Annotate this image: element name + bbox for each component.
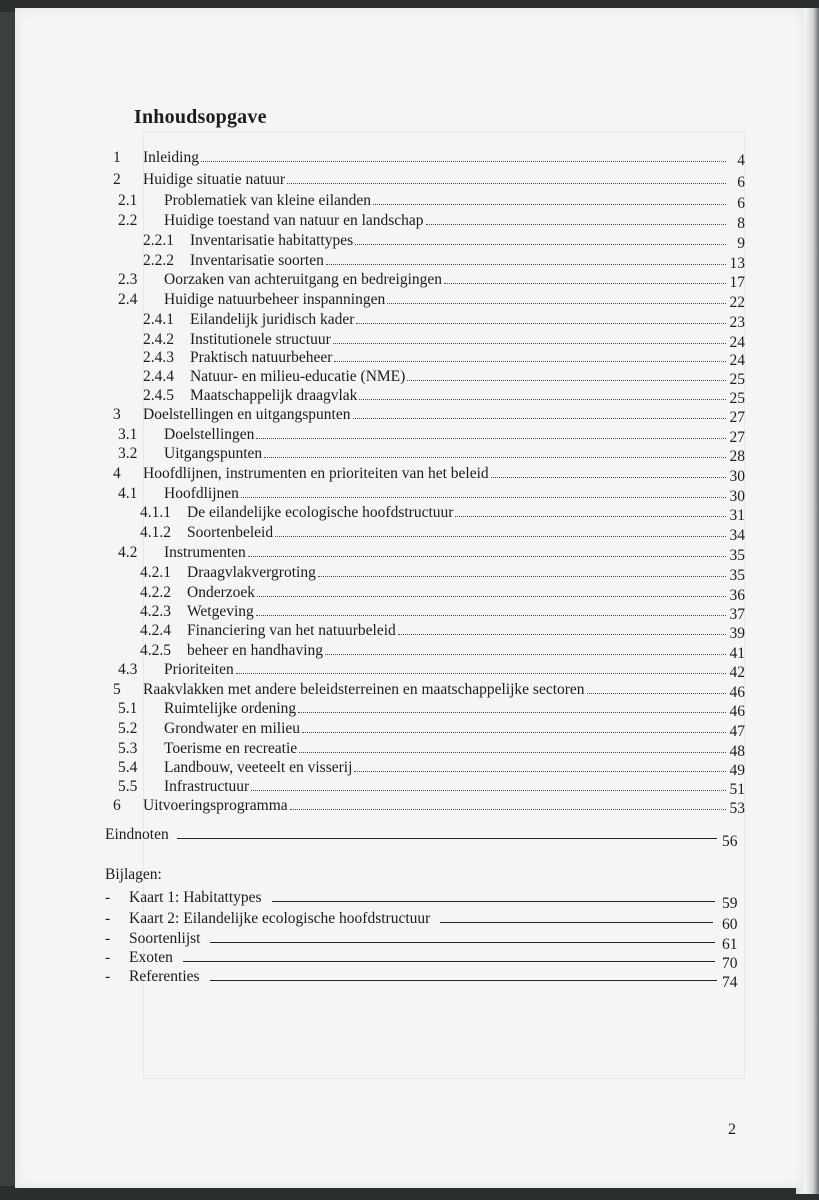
- toc-entry-title: Natuur- en milieu-educatie (NME): [190, 368, 406, 385]
- toc-entry-title: Instrumenten: [164, 544, 246, 561]
- toc-entry[interactable]: [0, 331, 819, 351]
- toc-entry-title: Eilandelijk juridisch kader: [190, 311, 355, 328]
- toc-entry-number: 2.4.4: [143, 368, 174, 385]
- toc-entry-leader: [290, 809, 726, 810]
- toc-entry-page: 27: [729, 409, 745, 426]
- toc-entry-title: Draagvlakvergroting: [187, 564, 316, 581]
- toc-entry-page: 6: [737, 174, 745, 191]
- toc-entry-title: Inventarisatie soorten: [190, 252, 324, 269]
- endnotes-label: Eindnoten: [105, 826, 169, 843]
- toc-entry-title: Huidige situatie natuur: [143, 171, 286, 188]
- toc-entry-leader: [359, 399, 726, 400]
- toc-entry-page: 51: [729, 781, 745, 798]
- toc-entry-leader: [326, 264, 726, 265]
- appendix-leader: [210, 942, 715, 943]
- toc-entry-leader: [241, 497, 726, 498]
- toc-entry-title: Huidige natuurbeheer inspanningen: [164, 291, 386, 308]
- toc-entry-page: 4: [737, 152, 745, 169]
- toc-entry[interactable]: [0, 564, 819, 584]
- toc-entry-page: 25: [729, 371, 745, 388]
- toc-entry-leader: [236, 673, 726, 674]
- toc-entry-page: 46: [729, 684, 745, 701]
- toc-entry-title: Huidige toestand van natuur en landschap: [164, 212, 424, 229]
- toc-entry[interactable]: [0, 271, 819, 291]
- toc-entry-title: Doelstellingen en uitgangspunten: [143, 406, 351, 423]
- toc-entry-title: Soortenbeleid: [187, 524, 274, 541]
- toc-entry-title: Grondwater en milieu: [164, 720, 301, 737]
- toc-entry-page: 37: [729, 606, 745, 623]
- appendix-page: 60: [722, 916, 738, 933]
- toc-entry-leader: [302, 732, 726, 733]
- toc-entry-leader: [318, 576, 726, 577]
- toc-entry-number: 4.2.5: [140, 642, 171, 659]
- toc-entry[interactable]: [0, 544, 819, 564]
- toc-entry-number: 2.2.2: [143, 252, 174, 269]
- toc-entry[interactable]: [0, 740, 819, 760]
- toc-entry-page: 42: [729, 664, 745, 681]
- toc-entry-leader: [256, 438, 726, 439]
- toc-entry-leader: [373, 204, 726, 205]
- toc-entry-page: 47: [729, 723, 745, 740]
- toc-entry-number: 5.3: [118, 740, 138, 757]
- toc-entry-leader: [333, 343, 726, 344]
- toc-entry-page: 35: [729, 547, 745, 564]
- toc-entry[interactable]: [0, 171, 819, 191]
- endnotes-leader: [177, 838, 717, 839]
- toc-entry-leader: [354, 771, 726, 772]
- toc-entry-leader: [201, 161, 726, 162]
- toc-entry-title: Landbouw, veeteelt en visserij: [164, 759, 353, 776]
- toc-entry-leader: [325, 654, 726, 655]
- toc-entry-title: Toerisme en recreatie: [164, 740, 298, 757]
- toc-entry-page: 41: [729, 645, 745, 662]
- toc-entry[interactable]: [0, 642, 819, 662]
- toc-entry[interactable]: [0, 149, 819, 169]
- toc-entry-number: 2.4.2: [143, 331, 174, 348]
- toc-entry-title: Oorzaken van achteruitgang en bedreigingen: [164, 271, 443, 288]
- toc-entry[interactable]: [0, 778, 819, 798]
- toc-entry[interactable]: [0, 759, 819, 779]
- appendix-page: 59: [722, 895, 738, 912]
- toc-entry-title: Inleiding: [143, 149, 199, 166]
- toc-entry[interactable]: [0, 622, 819, 642]
- appendix-title[interactable]: Kaart 1: Habitattypes: [129, 889, 262, 906]
- toc-entry-title: Hoofdlijnen: [164, 485, 239, 502]
- toc-entry[interactable]: [0, 700, 819, 720]
- toc-entry[interactable]: [0, 797, 819, 817]
- appendix-bullet: -: [105, 889, 111, 906]
- toc-entry-number: 1: [113, 149, 121, 166]
- appendix-bullet: -: [105, 930, 111, 947]
- toc-entry-leader: [248, 556, 726, 557]
- appendices-label: Bijlagen:: [105, 866, 162, 883]
- appendix-leader: [440, 922, 713, 923]
- toc-entry-page: 13: [729, 255, 745, 272]
- toc-entry-number: 5.2: [118, 720, 138, 737]
- toc-entry-page: 53: [729, 800, 745, 817]
- toc-entry-leader: [387, 303, 726, 304]
- toc-entry-page: 31: [729, 507, 745, 524]
- toc-entry[interactable]: [0, 349, 819, 369]
- toc-entry-number: 4.2.4: [140, 622, 171, 639]
- toc-entry[interactable]: [0, 426, 819, 446]
- toc-entry[interactable]: [0, 485, 819, 505]
- toc-entry-page: 23: [729, 314, 745, 331]
- toc-entry[interactable]: [0, 387, 819, 407]
- toc-entry-number: 4.2.1: [140, 564, 171, 581]
- toc-entry-number: 4.3: [118, 661, 138, 678]
- appendix-leader: [183, 961, 715, 962]
- toc-entry[interactable]: [0, 465, 819, 485]
- toc-entry-page: 28: [729, 448, 745, 465]
- toc-entry-number: 4.1.1: [140, 504, 171, 521]
- toc-entry-number: 2.2.1: [143, 232, 174, 249]
- toc-entry-page: 48: [729, 743, 745, 760]
- toc-entry[interactable]: [0, 661, 819, 681]
- toc-entry-page: 6: [737, 195, 745, 212]
- appendix-page: 74: [722, 974, 738, 991]
- toc-entry-number: 4.1.2: [140, 524, 171, 541]
- toc-entry-leader: [275, 536, 726, 537]
- toc-entry-leader: [299, 752, 726, 753]
- toc-entry-leader: [444, 283, 726, 284]
- toc-entry[interactable]: [0, 311, 819, 331]
- toc-entry-title: Prioriteiten: [164, 661, 234, 678]
- toc-entry-leader: [398, 634, 726, 635]
- toc-entry-number: 2.4.5: [143, 387, 174, 404]
- toc-entry-number: 2.4: [118, 291, 138, 308]
- toc-entry-number: 4: [113, 465, 121, 482]
- appendix-page: 61: [722, 936, 738, 953]
- appendix-title[interactable]: Exoten: [129, 949, 173, 966]
- appendix-title[interactable]: Referenties: [129, 968, 200, 985]
- toc-entry[interactable]: [0, 291, 819, 311]
- toc-entry-title: Financiering van het natuurbeleid: [187, 622, 396, 639]
- toc-entry-page: 27: [729, 429, 745, 446]
- toc-entry-leader: [257, 596, 726, 597]
- toc-entry-page: 17: [729, 274, 745, 291]
- toc-entry-number: 2.4.1: [143, 311, 174, 328]
- toc-entry-page: 30: [729, 468, 745, 485]
- toc-entry[interactable]: [0, 504, 819, 524]
- toc-entry-title: Wetgeving: [187, 603, 254, 620]
- toc-entry-leader: [251, 790, 726, 791]
- appendix-title[interactable]: Soortenlijst: [129, 930, 201, 947]
- toc-entry-leader: [407, 380, 726, 381]
- toc-entry-page: 24: [729, 352, 745, 369]
- toc-entry-number: 5.1: [118, 700, 138, 717]
- toc-entry-page: 46: [729, 703, 745, 720]
- toc-entry[interactable]: [0, 720, 819, 740]
- toc-entry[interactable]: [0, 603, 819, 623]
- toc-entry[interactable]: [0, 681, 819, 701]
- toc-entry-title: Uitgangspunten: [164, 445, 263, 462]
- toc-entry[interactable]: [0, 232, 819, 252]
- appendix-bullet: -: [105, 968, 111, 985]
- page-number: 2: [728, 1121, 736, 1138]
- toc-entry-leader: [287, 183, 726, 184]
- toc-entry-page: 24: [729, 334, 745, 351]
- toc-entry-title: Maatschappelijk draagvlak: [190, 387, 358, 404]
- toc-entry-leader: [353, 418, 726, 419]
- toc-entry-title: Inventarisatie habitattypes: [190, 232, 354, 249]
- toc-entry-leader: [264, 457, 726, 458]
- toc-entry-number: 4.1: [118, 485, 138, 502]
- toc-entry-page: 8: [737, 215, 745, 232]
- toc-entry[interactable]: [0, 252, 819, 272]
- toc-entry-title: beheer en handhaving: [187, 642, 323, 659]
- toc-entry-number: 6: [113, 797, 121, 814]
- toc-entry-title: Uitvoeringsprogramma: [143, 797, 288, 814]
- toc-entry-title: Onderzoek: [187, 584, 255, 601]
- toc-entry-number: 5.4: [118, 759, 138, 776]
- toc-entry-number: 5.5: [118, 778, 138, 795]
- toc-entry-leader: [298, 712, 726, 713]
- appendix-page: 70: [722, 955, 738, 972]
- toc-entry-number: 2.1: [118, 192, 138, 209]
- toc-entry[interactable]: [0, 368, 819, 388]
- page-title: Inhoudsopgave: [134, 106, 267, 128]
- toc-entry-page: 35: [729, 567, 745, 584]
- toc-entry[interactable]: [0, 406, 819, 426]
- toc-entry-title: Problematiek van kleine eilanden: [164, 192, 372, 209]
- endnotes-page: 56: [722, 833, 738, 850]
- toc-entry-page: 34: [729, 527, 745, 544]
- appendix-title[interactable]: Kaart 2: Eilandelijke ecologische hoofdstructuur: [129, 910, 431, 927]
- toc-entry-title: De eilandelijke ecologische hoofdstructuur: [187, 504, 454, 521]
- appendix-bullet: -: [105, 910, 111, 927]
- toc-entry[interactable]: [0, 445, 819, 465]
- toc-entry-number: 2.3: [118, 271, 138, 288]
- toc-entry-page: 36: [729, 587, 745, 604]
- toc-entry-leader: [426, 224, 726, 225]
- toc-entry-leader: [587, 693, 726, 694]
- toc-entry[interactable]: [0, 584, 819, 604]
- toc-entry-title: Infrastructuur: [164, 778, 250, 795]
- toc-entry-number: 3: [113, 406, 121, 423]
- appendix-bullet: -: [105, 949, 111, 966]
- toc-entry-leader: [455, 516, 726, 517]
- toc-entry-title: Doelstellingen: [164, 426, 255, 443]
- toc-entry-number: 2: [113, 171, 121, 188]
- toc-entry-leader: [491, 477, 726, 478]
- appendix-leader: [272, 901, 715, 902]
- toc-entry-number: 3.1: [118, 426, 138, 443]
- toc-entry-leader: [334, 361, 726, 362]
- toc-entry-title: Hoofdlijnen, instrumenten en prioriteiten van het beleid: [143, 465, 489, 482]
- toc-entry-number: 2.4.3: [143, 349, 174, 366]
- toc-entry-number: 2.2: [118, 212, 138, 229]
- toc-entry-leader: [256, 615, 726, 616]
- toc-entry-page: 49: [729, 762, 745, 779]
- toc-entry-page: 25: [729, 390, 745, 407]
- toc-entry-title: Praktisch natuurbeheer: [190, 349, 333, 366]
- toc-entry[interactable]: [0, 192, 819, 212]
- toc-entry-page: 30: [729, 488, 745, 505]
- appendix-leader: [210, 980, 717, 981]
- toc-entry-title: Ruimtelijke ordening: [164, 700, 297, 717]
- toc-entry-number: 4.2: [118, 544, 138, 561]
- toc-entry-title: Raakvlakken met andere beleidsterreinen en maatschappelijke sectoren: [143, 681, 585, 698]
- toc-entry-number: 5: [113, 681, 121, 698]
- toc-entry-page: 39: [729, 625, 745, 642]
- toc-entry-page: 22: [729, 294, 745, 311]
- scan-border-bottom: [0, 1186, 819, 1200]
- toc-entry-leader: [355, 244, 726, 245]
- toc-entry-number: 3.2: [118, 445, 138, 462]
- toc-entry-title: Institutionele structuur: [190, 331, 331, 348]
- toc-entry[interactable]: [0, 212, 819, 232]
- toc-entry-page: 9: [737, 235, 745, 252]
- toc-entry-number: 4.2.3: [140, 603, 171, 620]
- toc-entry-leader: [356, 323, 726, 324]
- toc-entry-number: 4.2.2: [140, 584, 171, 601]
- toc-entry[interactable]: [0, 524, 819, 544]
